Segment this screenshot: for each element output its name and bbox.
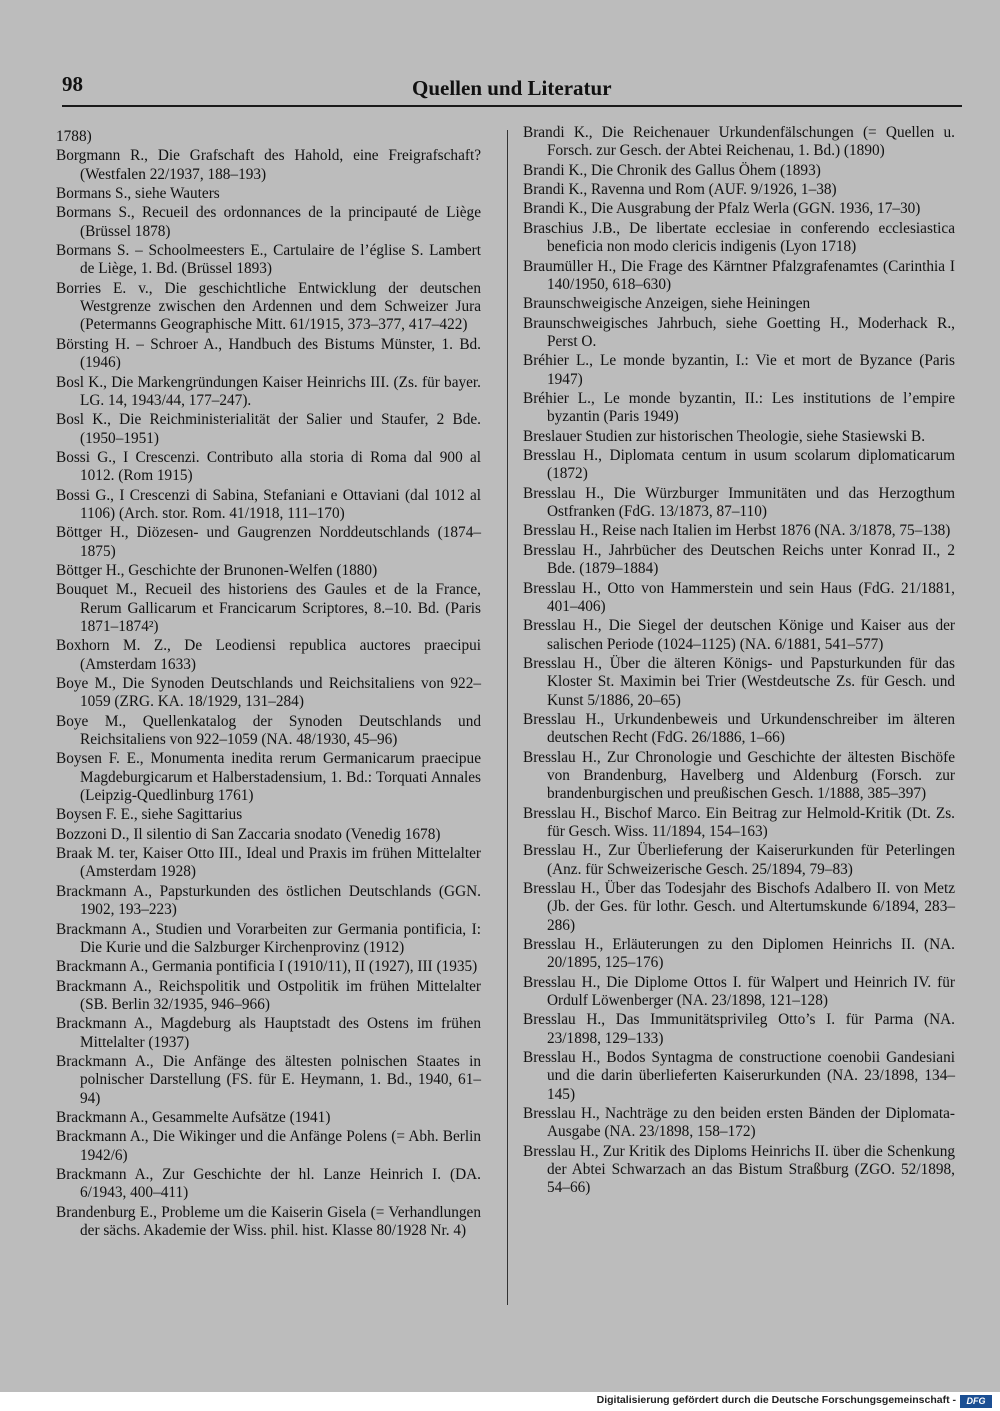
column-divider: [507, 130, 508, 1305]
bibliography-entry: Braunschweigisches Jahrbuch, siehe Goetting H., Moderhack R., Perst O.: [523, 314, 955, 350]
bibliography-entry: Brackmann A., Studien und Vorarbeiten zur Germania pontificia, I: Die Kurie und die Salzburger Kirchenprovinz (1912): [56, 920, 481, 956]
bibliography-entry: Brackmann A., Zur Geschichte der hl. Lanze Heinrich I. (DA. 6/1943, 400–411): [56, 1166, 481, 1202]
bibliography-entry: Brackmann A., Papsturkunden des östlichen Deutschlands (GGN. 1902, 193–223): [56, 882, 481, 919]
bibliography-entry: Böttger H., Geschichte der Brunonen-Welfen (1880): [56, 561, 378, 579]
bibliography-entry: Boye M., Quellenkatalog der Synoden Deutschlands und Reichsitaliens von 922–1059 (NA. 48/1930, 45–96): [56, 712, 481, 748]
footer-credit: Digitalisierung gefördert durch die Deutsche Forschungsgemeinschaft -: [596, 1394, 956, 1406]
bibliography-entry: Brandi K., Die Reichenauer Urkundenfälschungen (= Quellen u. Forsch. zur Gesch. der Abtei Reichenau, 1. Bd.) (1890): [523, 124, 955, 160]
bibliography-entry: Brackmann A., Die Wikinger und die Anfänge Polens (= Abh. Berlin 1942/6): [56, 1128, 481, 1164]
bibliography-entry: Brandi K., Die Ausgrabung der Pfalz Werla (GGN. 1936, 17–30): [523, 200, 921, 218]
bibliography-entry: Brandi K., Ravenna und Rom (AUF. 9/1926, 1–38): [523, 181, 837, 199]
bibliography-entry: Bresslau H., Die Siegel der deutschen Könige und Kaiser aus der salischen Periode (1024–1125) (NA. 6/1881, 541–577): [523, 617, 955, 653]
bibliography-entry: Bresslau H., Urkundenbeweis und Urkundenschreiber im älteren deutschen Recht (FdG. 26/1886, 1–66): [523, 710, 955, 747]
bibliography-entry: Bresslau H., Zur Überlieferung der Kaiserurkunden für Peterlingen (Anz. für Schweizerische Gesch. 25/1894, 79–83): [523, 842, 955, 878]
bibliography-entry: Bossi G., I Crescenzi di Sabina, Stefaniani e Ottaviani (dal 1012 al 1106) (Arch. stor. Rom. 41/1918, 111–170): [56, 486, 481, 522]
bibliography-entry: Bosl K., Die Reichministerialität der Salier und Staufer, 2 Bde. (1950–1951): [56, 411, 481, 447]
bibliography-entry: 1788): [56, 128, 92, 145]
bibliography-entry: Bozzoni D., Il silentio di San Zaccaria snodato (Venedig 1678): [56, 825, 441, 843]
bibliography-entry: Bresslau H., Zur Kritik des Diploms Heinrichs II. über die Schenkung der Abtei Schwarzach an das Bistum Straßburg (ZGO. 52/1898, 54–66): [523, 1142, 955, 1197]
bibliography-entry: Bresslau H., Über die älteren Königs- und Papsturkunden für das Kloster St. Maximin bei Trier (Westdeutsche Zs. für Gesch. und Kunst 5/1886, 20–65): [523, 654, 955, 709]
bibliography-entry: Bormans S., siehe Wauters: [56, 185, 220, 203]
bibliography-entry: Bresslau H., Reise nach Italien im Herbst 1876 (NA. 3/1878, 75–138): [523, 522, 951, 540]
bibliography-entry: Bresslau H., Erläuterungen zu den Diplomen Heinrichs II. (NA. 20/1895, 125–176): [523, 935, 955, 972]
bibliography-entry: Bresslau H., Die Diplome Ottos I. für Walpert und Heinrich IV. für Ordulf Löwenberger (NA. 23/1898, 121–128): [523, 973, 955, 1009]
bibliography-entry: Brandenburg E., Probleme um die Kaiserin Gisela (= Verhandlungen der sächs. Akademie der Wiss. phil. hist. Klasse 80/1928 Nr. 4): [56, 1203, 481, 1240]
bibliography-entry: Bresslau H., Nachträge zu den beiden ersten Bänden der Diplomata-Ausgabe (NA. 23/1898, 158–172): [523, 1104, 955, 1141]
bibliography-entry: Böttger H., Diözesen- und Gaugrenzen Norddeutschlands (1874–1875): [56, 524, 481, 560]
bibliography-entry: Bormans S., Recueil des ordonnances de la principauté de Liège (Brüssel 1878): [56, 204, 481, 240]
dfg-logo-icon: DFG: [960, 1395, 992, 1408]
right-column: [523, 124, 955, 1199]
bibliography-entry: Bréhier L., Le monde byzantin, II.: Les institutions de l’empire byzantin (Paris 1949): [523, 390, 955, 426]
bibliography-entry: Boysen F. E., siehe Sagittarius: [56, 806, 243, 824]
bibliography-entry: Bresslau H., Diplomata centum in usum scolarum diplomaticarum (1872): [523, 447, 955, 483]
bibliography-entry: Borries E. v., Die geschichtliche Entwicklung der deutschen Westgrenze zwischen den Ardennen und dem Schweizer Jura (Petermanns Geographische Mitt. 61/1915, 373–377, 417–422): [56, 279, 481, 334]
bibliography-entry: Brandi K., Die Chronik des Gallus Öhem (1893): [523, 161, 821, 179]
bibliography-entry: Bresslau H., Bodos Syntagma de constructione coenobii Gandesiani und die darin überlieferten Kaiserurkunden (NA. 23/1898, 134–145): [523, 1048, 955, 1103]
bibliography-entry: Bresslau H., Bischof Marco. Ein Beitrag zur Helmold-Kritik (Dt. Zs. für Gesch. Wiss. 11/1894, 154–163): [523, 804, 955, 840]
bibliography-entry: Braak M. ter, Kaiser Otto III., Ideal und Praxis im frühen Mittelalter (Amsterdam 1928): [56, 845, 481, 881]
bibliography-entry: Bresslau H., Otto von Hammerstein und sein Haus (FdG. 21/1881, 401–406): [523, 579, 955, 615]
running-head: Quellen und Literatur: [412, 76, 612, 100]
bibliography-entry: Braunschweigische Anzeigen, siehe Heiningen: [523, 295, 811, 313]
bibliography-entry: Boysen F. E., Monumenta inedita rerum Germanicarum praecipue Magdeburgicarum et Halberstadensium, 1. Bd.: Torquati Annales (Leipzig-Quedlinburg 1761): [56, 750, 481, 804]
bibliography-entry: Bouquet M., Recueil des historiens des Gaules et de la France, Rerum Gallicarum et Francicarum Scriptores, 8.–10. Bd. (Paris 1871–1874²): [56, 581, 481, 635]
bibliography-entry: Bresslau H., Jahrbücher des Deutschen Reichs unter Konrad II., 2 Bde. (1879–1884): [523, 541, 955, 578]
bibliography-entry: Braschius J.B., De libertate ecclesiae in conferendo ecclesiastica beneficia non modo clericis indigenis (Lyon 1718): [523, 219, 955, 256]
bibliography-entry: Börsting H. – Schroer A., Handbuch des Bistums Münster, 1. Bd. (1946): [56, 335, 481, 372]
bibliography-entry: Bréhier L., Le monde byzantin, I.: Vie et mort de Byzance (Paris 1947): [523, 352, 955, 388]
bibliography-entry: Bresslau H., Die Würzburger Immunitäten und das Herzogthum Ostfranken (FdG. 13/1873, 87–110): [523, 484, 955, 521]
bibliography-entry: Bormans S. – Schoolmeesters E., Cartulaire de l’église S. Lambert de Liège, 1. Bd. (Brüssel 1893): [56, 242, 481, 278]
bibliography-entry: Bresslau H., Das Immunitätsprivileg Otto’s I. für Parma (NA. 23/1898, 129–133): [523, 1011, 955, 1047]
bibliography-entry: Borgmann R., Die Grafschaft des Hahold, eine Freigrafschaft? (Westfalen 22/1937, 188–193): [56, 147, 481, 183]
bibliography-entry: Breslauer Studien zur historischen Theologie, siehe Stasiewski B.: [523, 427, 926, 445]
bibliography-entry: Brackmann A., Germania pontificia I (1910/11), II (1927), III (1935): [56, 958, 478, 976]
bibliography-entry: Brackmann A., Magdeburg als Hauptstadt des Ostens im frühen Mittelalter (1937): [56, 1015, 481, 1051]
bibliography-entry: Brackmann A., Gesammelte Aufsätze (1941): [56, 1108, 331, 1126]
footer: [0, 1392, 1000, 1411]
bibliography-entry: Braumüller H., Die Frage des Kärntner Pfalzgrafenamtes (Carinthia I 140/1950, 618–630): [523, 257, 955, 293]
bibliography-entry: Brackmann A., Reichspolitik und Ostpolitik im frühen Mittelalter (SB. Berlin 32/1935, 946–966): [56, 977, 481, 1013]
bibliography-entry: Bosl K., Die Markengründungen Kaiser Heinrichs III. (Zs. für bayer. LG. 14, 1943/44, 177–247).: [56, 373, 481, 409]
bibliography-entry: Boxhorn M. Z., De Leodiensi republica auctores praecipui (Amsterdam 1633): [56, 637, 481, 673]
bibliography-entry: Bossi G., I Crescenzi. Contributo alla storia di Roma dal 900 al 1012. (Rom 1915): [56, 448, 481, 485]
page-number: 98: [62, 72, 83, 96]
bibliography-entry: Bresslau H., Zur Chronologie und Geschichte der ältesten Bischöfe von Brandenburg, Havelberg und Aldenburg (Forsch. zur brandenburgischen und preußischen Gesch. 1/1888, 385–397): [523, 748, 955, 803]
bibliography-entry: Boye M., Die Synoden Deutschlands und Reichsitaliens von 922–1059 (ZRG. KA. 18/1929, 131–284): [56, 675, 481, 711]
bibliography-entry: Brackmann A., Die Anfänge des ältesten polnischen Staates in polnischer Darstellung (FS. für E. Heymann, 1. Bd., 1940, 61–94): [56, 1052, 481, 1107]
left-column: [56, 128, 481, 1241]
bibliography-entry: Bresslau H., Über das Todesjahr des Bischofs Adalbero II. von Metz (Jb. der Ges. für lothr. Gesch. und Altertumskunde 6/1894, 283–286): [523, 879, 955, 934]
header-rule: [62, 105, 962, 107]
